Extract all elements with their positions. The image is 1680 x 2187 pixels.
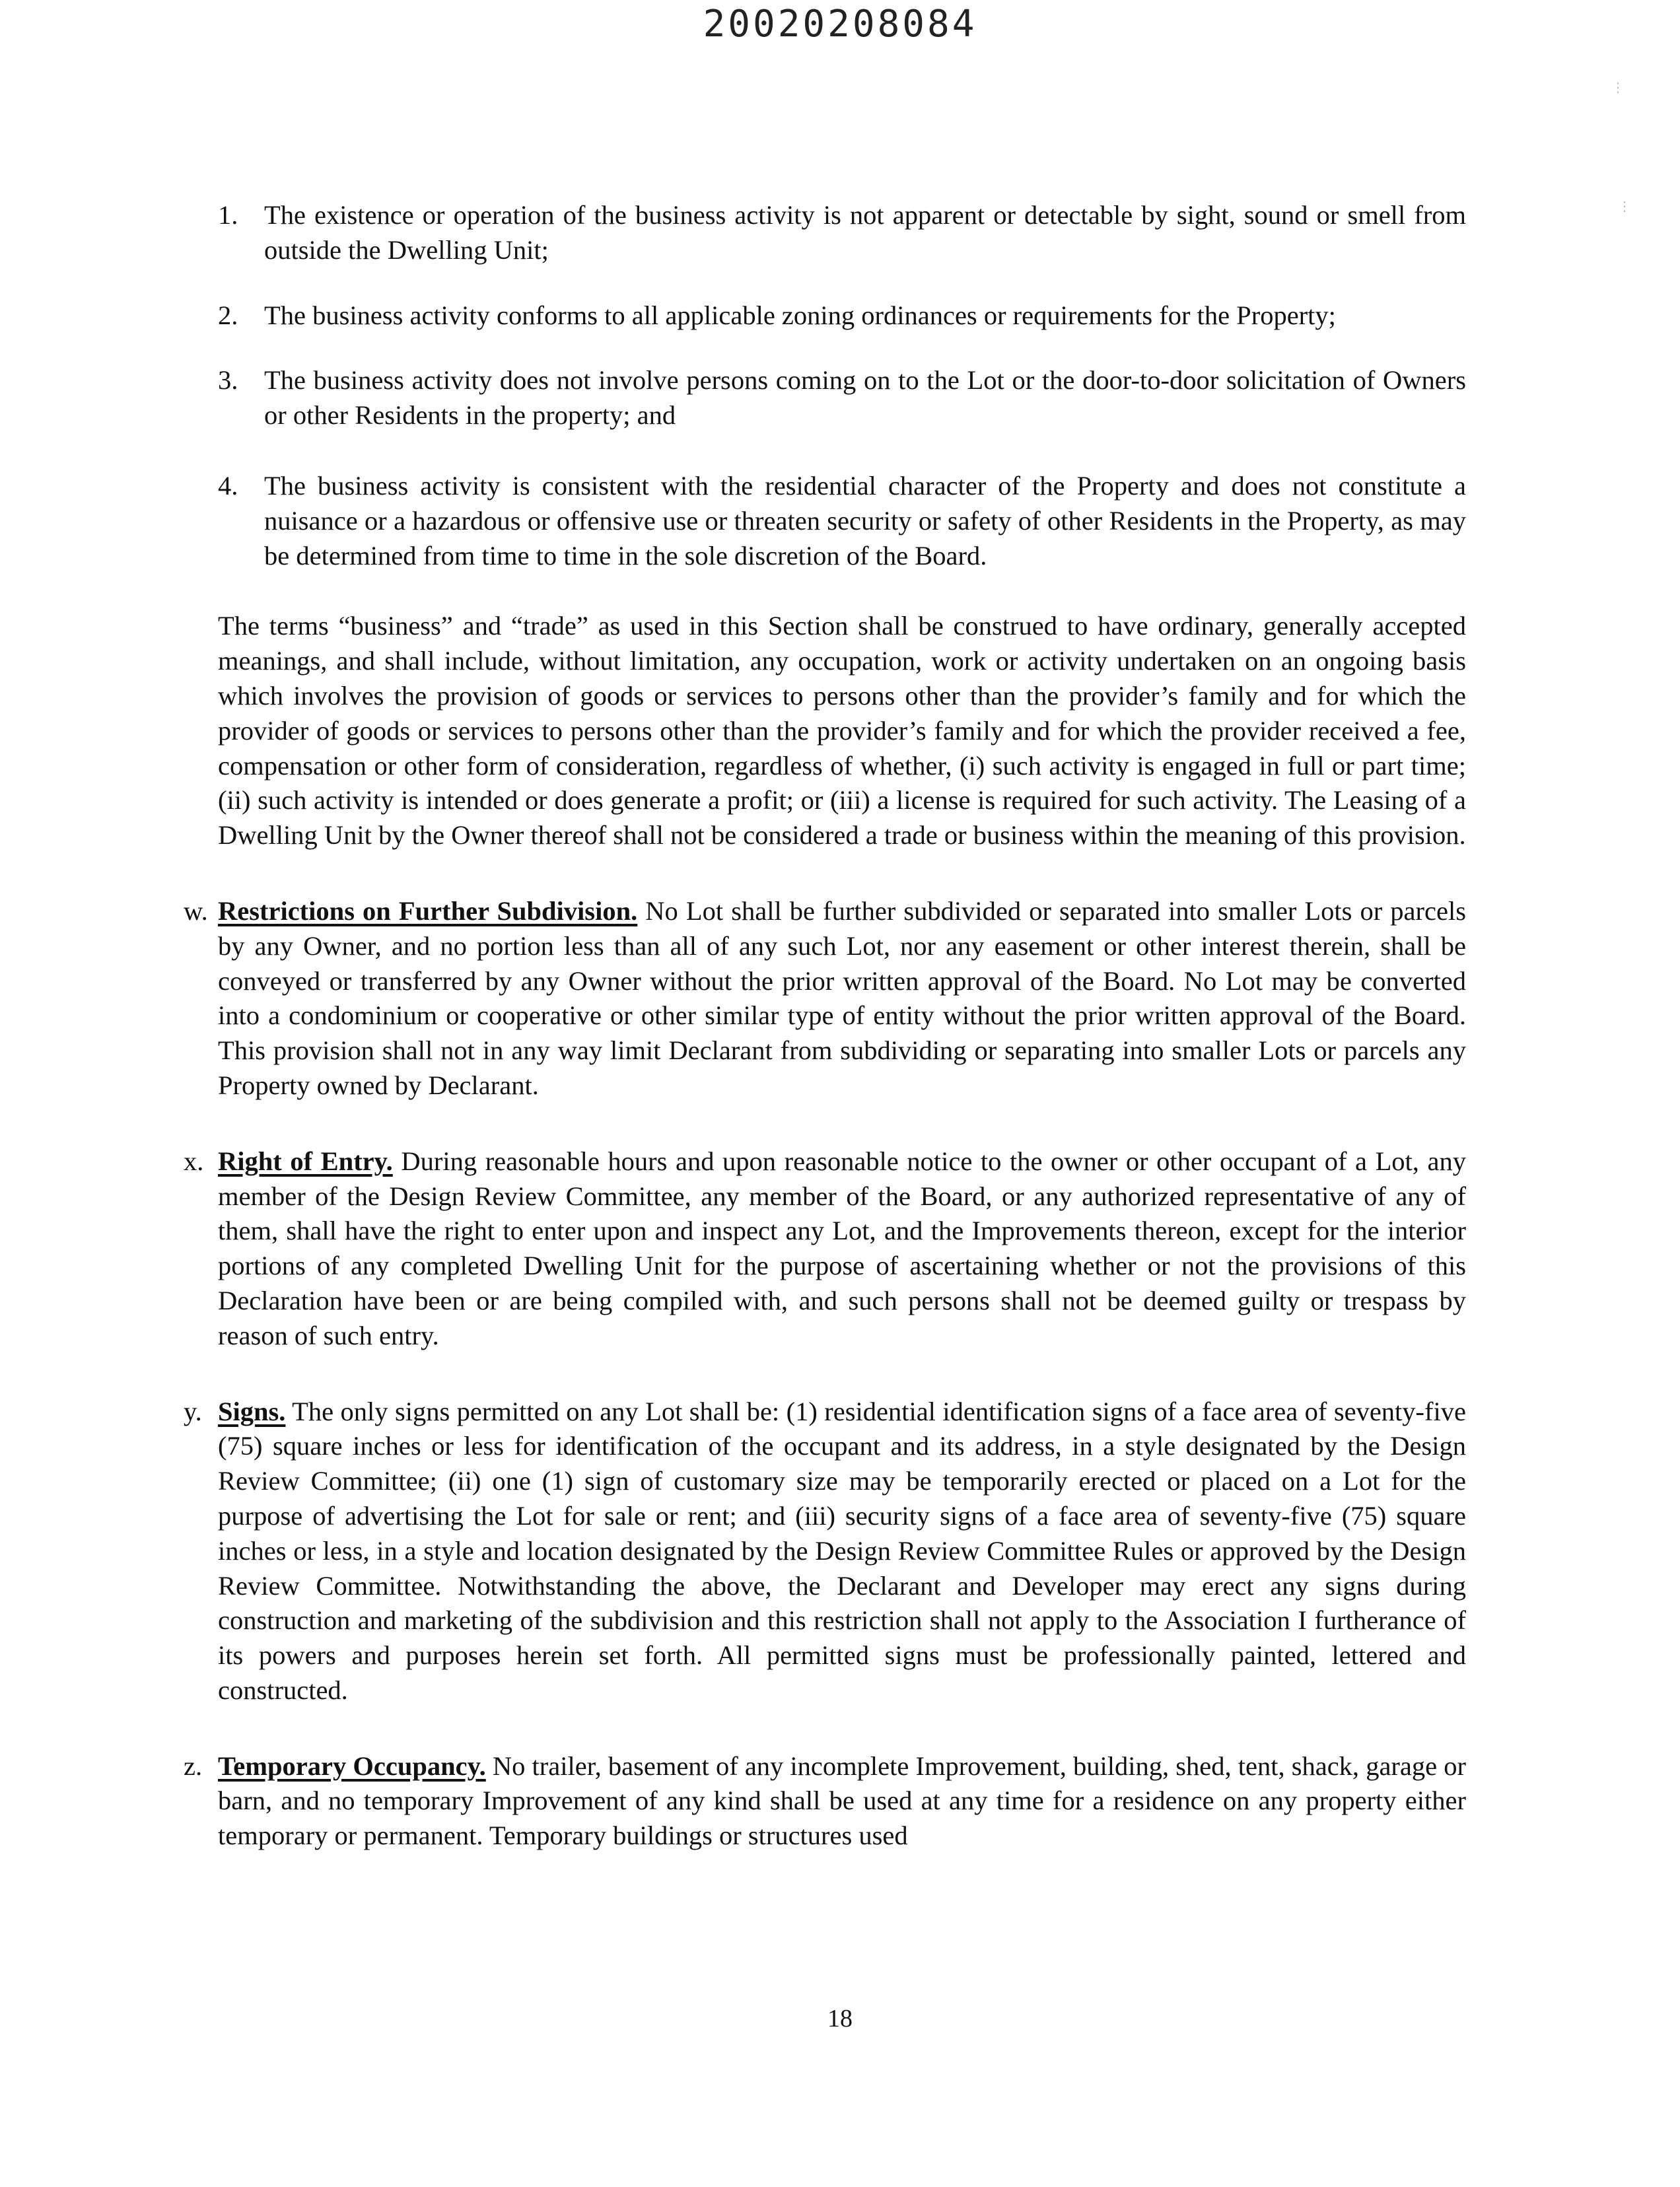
section-heading: Temporary Occupancy.	[218, 1751, 486, 1781]
section-letter: z.	[184, 1751, 203, 1781]
document-number: 20020208084	[703, 3, 977, 46]
section-right-of-entry	[184, 1144, 1466, 1354]
section-text: No trailer, basement of any incomplete Improvement, building, shed, tent, shack, garage or barn, and no temporary Improvement of any kind shall be used at any time for a residence on any property either temporary or permanent. Temporary buildings or structures used	[218, 1751, 1466, 1851]
list-item-text: The business activity is consistent with the residential character of the Property and does not constitute a nuisance or a hazardous or offensive use or threaten security or safety of other Residents in the Property, as may be determined from time to time in the sole discretion of the Board.	[264, 470, 1466, 571]
list-item	[218, 298, 1466, 333]
section-heading: Restrictions on Further Subdivision.	[218, 895, 638, 926]
section-text: During reasonable hours and upon reasonable notice to the owner or other occupant of a Lot, any member of the Design Review Committee, any member of the Board, or any authorized representative of any of them, shall have the right to enter upon and inspect any Lot, and the Improvements thereon, except for the interior portions of any completed Dwelling Unit for the purpose of ascertaining whether or not the provisions of this Declaration have been or are being compiled with, and such persons shall not be deemed guilty or trespass by reason of such entry.	[218, 1146, 1466, 1350]
section-temporary-occupancy	[184, 1749, 1466, 1854]
page-body	[184, 198, 1466, 1854]
margin-scan-artifact: ⋮	[1611, 81, 1625, 95]
list-item-number: 2.	[218, 300, 238, 330]
section-letter: y.	[184, 1396, 202, 1426]
list-item-text: The business activity does not involve persons coming on to the Lot or the door-to-door solicitation of Owners or other Residents in the property; and	[264, 365, 1466, 431]
section-restrictions-subdivision	[184, 894, 1466, 1103]
list-item-text: The existence or operation of the business activity is not apparent or detectable by sight, sound or smell from outside the Dwelling Unit;	[264, 200, 1466, 265]
list-item-text: The business activity conforms to all applicable zoning ordinances or requirements for the Property;	[264, 300, 1336, 330]
list-item-number: 3.	[218, 365, 238, 396]
page-number: 18	[827, 2005, 853, 2032]
section-heading: Right of Entry.	[218, 1146, 393, 1176]
list-item	[218, 469, 1466, 573]
margin-scan-artifact: ⋮	[1618, 199, 1631, 214]
terms-paragraph: The terms “business” and “trade” as used in this Section shall be construed to have ordinary, generally accepted meanings, and shall include, without limitation, any occupation, work or activity undertaken on an ongoing basis which involves the provision of goods or services to persons other than the provider’s family and for which the provider of goods or services to persons other than the provider’s family and for which the provider received a fee, compensation or other form of consideration, regardless of whether, (i) such activity is engaged in full or part time; (ii) such activity is intended or does generate a profit; or (iii) a license is required for such activity. The Leasing of a Dwelling Unit by the Owner thereof shall not be considered a trade or business within the meaning of this provision.	[218, 611, 1466, 850]
section-letter: w.	[184, 895, 208, 926]
section-text: The only signs permitted on any Lot shall be: (1) residential identification signs of a face area of seventy-five (75) square inches or less for identification of the occupant and its address, in a style designated by the Design Review Committee; (ii) one (1) sign of customary size may be temporarily erected or placed on a Lot for the purpose of advertising the Lot for sale or rent; and (iii) security signs of a face area of seventy-five (75) square inches or less, in a style and location designated by the Design Review Committee Rules or approved by the Design Review Committee. Notwithstanding the above, the Declarant and Developer may erect any signs during construction and marketing of the subdivision and this restriction shall not apply to the Association I furtherance of its powers and purposes herein set forth. All permitted signs must be professionally painted, lettered and constructed.	[218, 1396, 1466, 1705]
list-item-number: 1.	[218, 200, 238, 230]
section-letter: x.	[184, 1146, 204, 1176]
section-heading: Signs.	[218, 1396, 286, 1426]
list-item	[218, 198, 1466, 268]
list-item-number: 4.	[218, 470, 238, 501]
section-signs	[184, 1395, 1466, 1708]
section-text: No Lot shall be further subdivided or separated into smaller Lots or parcels by any Owner, and no portion less than all of any such Lot, nor any easement or other interest therein, shall be conveyed or transferred by any Owner without the prior written approval of the Board. No Lot may be converted into a condominium or cooperative or other similar type of entity without the prior written approval of the Board. This provision shall not in any way limit Declarant from subdividing or separating into smaller Lots or parcels any Property owned by Declarant.	[218, 895, 1466, 1100]
list-item	[218, 363, 1466, 433]
